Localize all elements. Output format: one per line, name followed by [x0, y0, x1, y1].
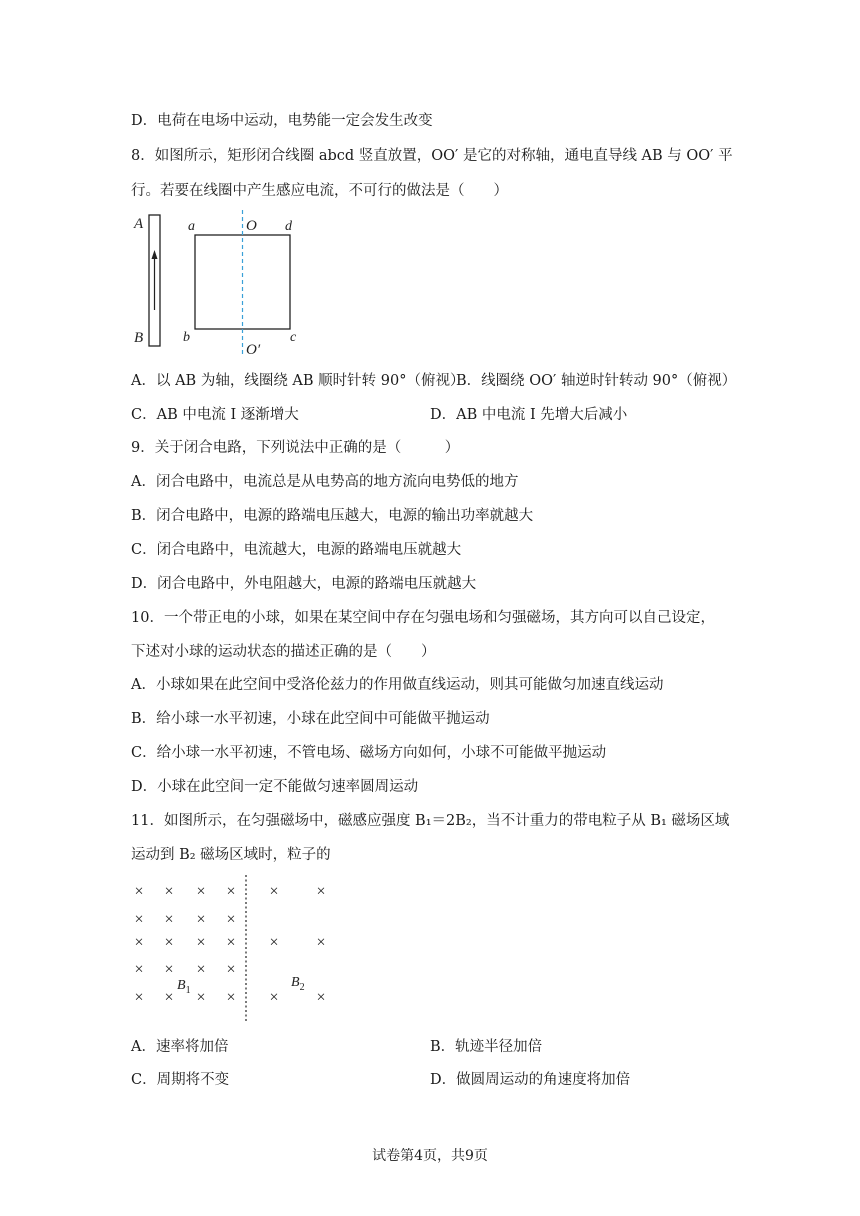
field-cross-symbol: ×	[164, 911, 174, 928]
q11-option-a: A．速率将加倍	[131, 1039, 229, 1055]
q11-option-d: D．做圆周运动的角速度将加倍	[430, 1072, 631, 1088]
field-cross-symbol: ×	[196, 989, 206, 1006]
field-cross-symbol: ×	[269, 989, 279, 1006]
field-cross-symbol: ×	[164, 989, 174, 1006]
field-cross-symbol: ×	[134, 989, 144, 1006]
page-footer: 试卷第4页，共9页	[372, 1148, 488, 1164]
label-b: b	[183, 330, 190, 345]
field-cross-symbol: ×	[269, 934, 279, 951]
q8-stem-line2: 行。若要在线圈中产生感应电流，不可行的做法是（ ）	[131, 183, 508, 199]
label-O-prime: O′	[246, 342, 261, 358]
q8-option-a: A．以 AB 为轴，线圈绕 AB 顺时针转 90°（俯视）	[131, 373, 465, 389]
field-cross-symbol: ×	[226, 911, 236, 928]
field-cross-symbol: ×	[226, 961, 236, 978]
q8-coil-figure	[128, 210, 308, 360]
q10-option-d: D．小球在此空间一定不能做匀速率圆周运动	[131, 779, 419, 795]
q7-option-d: D．电荷在电场中运动，电势能一定会发生改变	[131, 113, 433, 129]
field-cross-symbol: ×	[164, 883, 174, 900]
q11-stem-line2: 运动到 B₂ 磁场区域时，粒子的	[131, 847, 331, 863]
field-cross-symbol: ×	[134, 883, 144, 900]
q9-option-b: B．闭合电路中，电源的路端电压越大，电源的输出功率就越大	[131, 508, 534, 524]
label-d: d	[285, 219, 292, 234]
q11-stem-line1: 11．如图所示，在匀强磁场中，磁感应强度 B₁＝2B₂，当不计重力的带电粒子从 B₁ 磁场区域	[131, 813, 730, 829]
q11-option-c: C．周期将不变	[131, 1072, 230, 1088]
label-B2: $B_2$	[291, 975, 305, 993]
q10-option-a: A．小球如果在此空间中受洛伦兹力的作用做直线运动，则其可能做匀加速直线运动	[131, 677, 664, 693]
field-cross-symbol: ×	[134, 911, 144, 928]
field-cross-symbol: ×	[164, 961, 174, 978]
label-O: O	[246, 218, 257, 234]
q11-option-b: B．轨迹半径加倍	[430, 1039, 543, 1055]
q9-option-c: C．闭合电路中，电流越大，电源的路端电压就越大	[131, 542, 462, 558]
label-B: B	[134, 330, 144, 346]
q10-option-b: B．给小球一水平初速，小球在此空间中可能做平抛运动	[131, 711, 490, 727]
q10-stem-line2: 下述对小球的运动状态的描述正确的是（ ）	[131, 644, 436, 660]
field-cross-symbol: ×	[226, 989, 236, 1006]
q9-option-d: D．闭合电路中，外电阻越大，电源的路端电压就越大	[131, 576, 477, 592]
field-cross-symbol: ×	[269, 883, 279, 900]
label-B1: $B_1$	[177, 978, 191, 996]
field-cross-symbol: ×	[316, 934, 326, 951]
current-arrow-head	[152, 250, 158, 259]
q9-option-a: A．闭合电路中，电流总是从电势高的地方流向电势低的地方	[131, 474, 519, 490]
q11-magnetic-field-figure	[125, 873, 340, 1023]
label-c: c	[290, 330, 297, 345]
field-cross-symbol: ×	[196, 883, 206, 900]
field-cross-symbol: ×	[134, 934, 144, 951]
q10-stem-line1: 10．一个带正电的小球，如果在某空间中存在匀强电场和匀强磁场，其方向可以自己设定，	[131, 610, 715, 626]
field-cross-symbol: ×	[226, 883, 236, 900]
q8-option-d: D．AB 中电流 I 先增大后减小	[430, 407, 628, 423]
q8-option-c: C．AB 中电流 I 逐渐增大	[131, 407, 299, 423]
field-cross-symbol: ×	[196, 961, 206, 978]
field-cross-symbol: ×	[316, 883, 326, 900]
label-A: A	[134, 216, 144, 232]
field-cross-symbol: ×	[196, 911, 206, 928]
field-cross-symbol: ×	[226, 934, 236, 951]
field-cross-symbol: ×	[196, 934, 206, 951]
q10-option-c: C．给小球一水平初速，不管电场、磁场方向如何，小球不可能做平抛运动	[131, 745, 607, 761]
field-cross-symbol: ×	[134, 961, 144, 978]
field-cross-symbol: ×	[316, 989, 326, 1006]
q9-stem: 9．关于闭合电路，下列说法中正确的是（ ）	[131, 440, 460, 456]
label-a: a	[188, 219, 195, 234]
q8-stem-line1: 8．如图所示，矩形闭合线圈 abcd 竖直放置，OO′ 是它的对称轴，通电直导线 AB 与 OO′ 平	[131, 148, 733, 164]
field-cross-symbol: ×	[164, 934, 174, 951]
q8-option-b: B．线圈绕 OO′ 轴逆时针转动 90°（俯视）	[456, 373, 737, 389]
